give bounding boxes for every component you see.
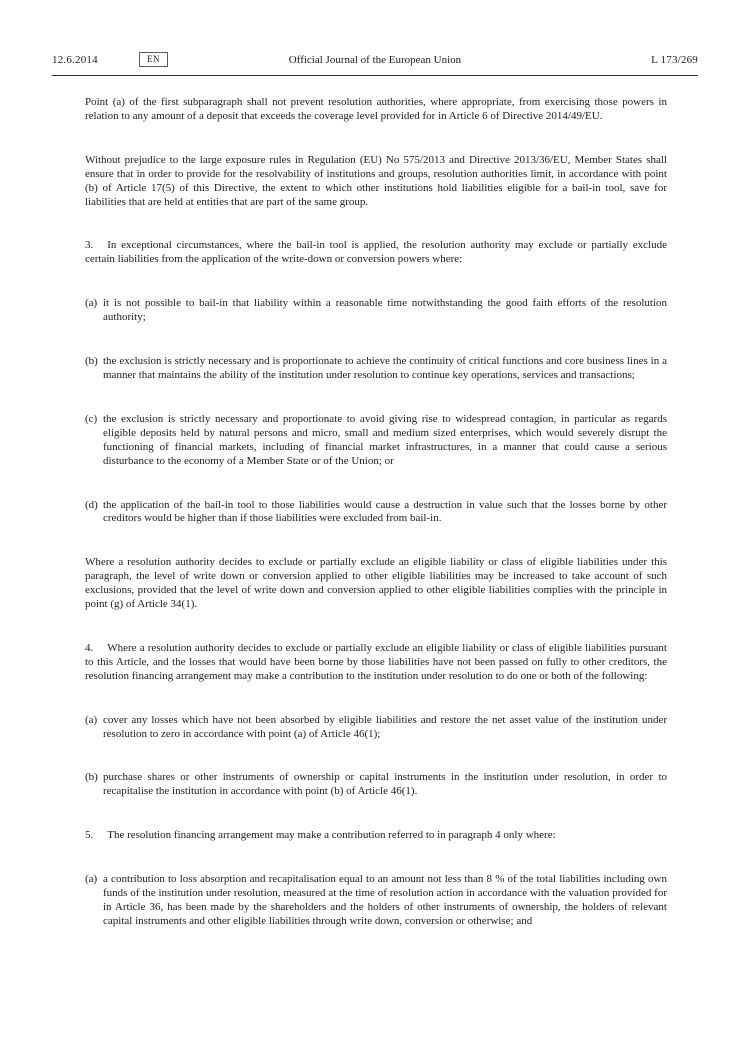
list-item (85, 714, 667, 742)
paragraph (85, 154, 667, 210)
paragraph (85, 556, 667, 612)
paragraph-text: Where a resolution authority decides to exclude or partially exclude an eligible liability or class of eligible liabilities pursuant to this Article, and the losses that would have been borne by those liabilities have not been passed on fully to other creditors, the resolution financing arrangement may make a contribution to the institution under resolution to do one or both of the following: (85, 641, 667, 682)
item-marker: (a) (85, 713, 98, 726)
paragraph-numbered (85, 829, 667, 843)
list-item (85, 771, 667, 799)
list-item (85, 499, 667, 527)
paragraph-numbered (85, 642, 667, 684)
paragraph-number: 5. (85, 829, 94, 842)
item-text: cover any losses which have not been absorbed by eligible liabilities and restore the net asset value of the institution under resolution to zero in accordance with point (a) of Article 46(1); (103, 713, 667, 740)
page-reference: L 173/269 (651, 54, 698, 66)
language-badge: EN (139, 52, 168, 67)
paragraph-text: Without prejudice to the large exposure rules in Regulation (EU) No 575/2013 and Directive 2013/36/EU, Member States shall ensure that in order to provide for the resolvability of institutions and groups, resolution authorities limit, in accordance with point (b) of Article 17(5) of this Directive, the extent to which other institutions hold liabilities eligible for a bail-in tool, save for liabilities that are held at entities that are part of the same group. (85, 153, 667, 208)
item-marker: (d) (85, 498, 98, 511)
item-text: the exclusion is strictly necessary and proportionate to avoid giving rise to widespread contagion, in particular as regards eligible deposits held by natural persons and micro, small and medium sized enterprises, which would severely disrupt the functioning of financial markets, including of financial market infrastructures, in a manner that could cause a serious disturbance to the economy of a Member State or of the Union; or (103, 412, 667, 467)
paragraph-numbered (85, 239, 667, 267)
item-marker: (c) (85, 412, 98, 425)
list-item (85, 873, 667, 929)
paragraph-number: 4. (85, 641, 94, 654)
item-marker: (b) (85, 771, 98, 784)
item-text: the exclusion is strictly necessary and is proportionate to achieve the continuity of critical functions and core business lines in a manner that maintains the ability of the institution under resolution to continue key operations, services and transactions; (103, 355, 667, 381)
header-date: 12.6.2014 (52, 54, 98, 66)
list-item (85, 297, 667, 325)
list-item (85, 413, 667, 469)
item-text: it is not possible to bail-in that liability within a reasonable time notwithstanding the good faith efforts of the resolution authority; (103, 297, 667, 324)
item-marker: (a) (85, 873, 98, 886)
list-item (85, 355, 667, 383)
item-text: a contribution to loss absorption and recapitalisation equal to an amount not less than 8 % of the total liabilities including own funds of the institution under resolution, measured at the time of resolution action in accordance with the valuation provided for in Article 36, has been made by the shareholders and the holders of other instruments of ownership, the holders of relevant capital instruments and other eligible liabilities through write down, conversion or otherwise; and (103, 873, 667, 927)
journal-title: Official Journal of the European Union (288, 54, 462, 66)
paragraph-text: The resolution financing arrangement may make a contribution referred to in paragraph 4 only where: (107, 829, 556, 842)
item-text: purchase shares or other instruments of ownership or capital instruments in the institution under resolution, in order to recapitalise the institution in accordance with point (b) of Article 46(1). (103, 771, 667, 798)
item-marker: (b) (85, 355, 98, 368)
item-marker: (a) (85, 297, 98, 310)
paragraph (85, 96, 667, 124)
document-body (0, 76, 750, 929)
paragraph-number: 3. (85, 239, 94, 252)
paragraph-text: In exceptional circumstances, where the bail-in tool is applied, the resolution authority may exclude or partially exclude certain liabilities from the application of the write-down or conversion powers where: (85, 239, 667, 266)
page-header (52, 53, 698, 68)
paragraph-text: Point (a) of the first subparagraph shall not prevent resolution authorities, where appropriate, from exercising those powers in relation to any amount of a deposit that exceeds the coverage level provided for in Article 6 of Directive 2014/49/EU. (85, 96, 667, 122)
item-text: the application of the bail-in tool to those liabilities would cause a destruction in value such that the losses borne by other creditors would be higher than if those liabilities were excluded from bail-in. (103, 498, 667, 525)
paragraph-text: Where a resolution authority decides to exclude or partially exclude an eligible liability or class of eligible liabilities under this paragraph, the level of write down or conversion applied to other eligible liabilities may be increased to take account of such exclusions, provided that the level of write down and conversion applied to other eligible liabilities complies with the principle in point (g) of Article 34(1). (85, 556, 667, 611)
